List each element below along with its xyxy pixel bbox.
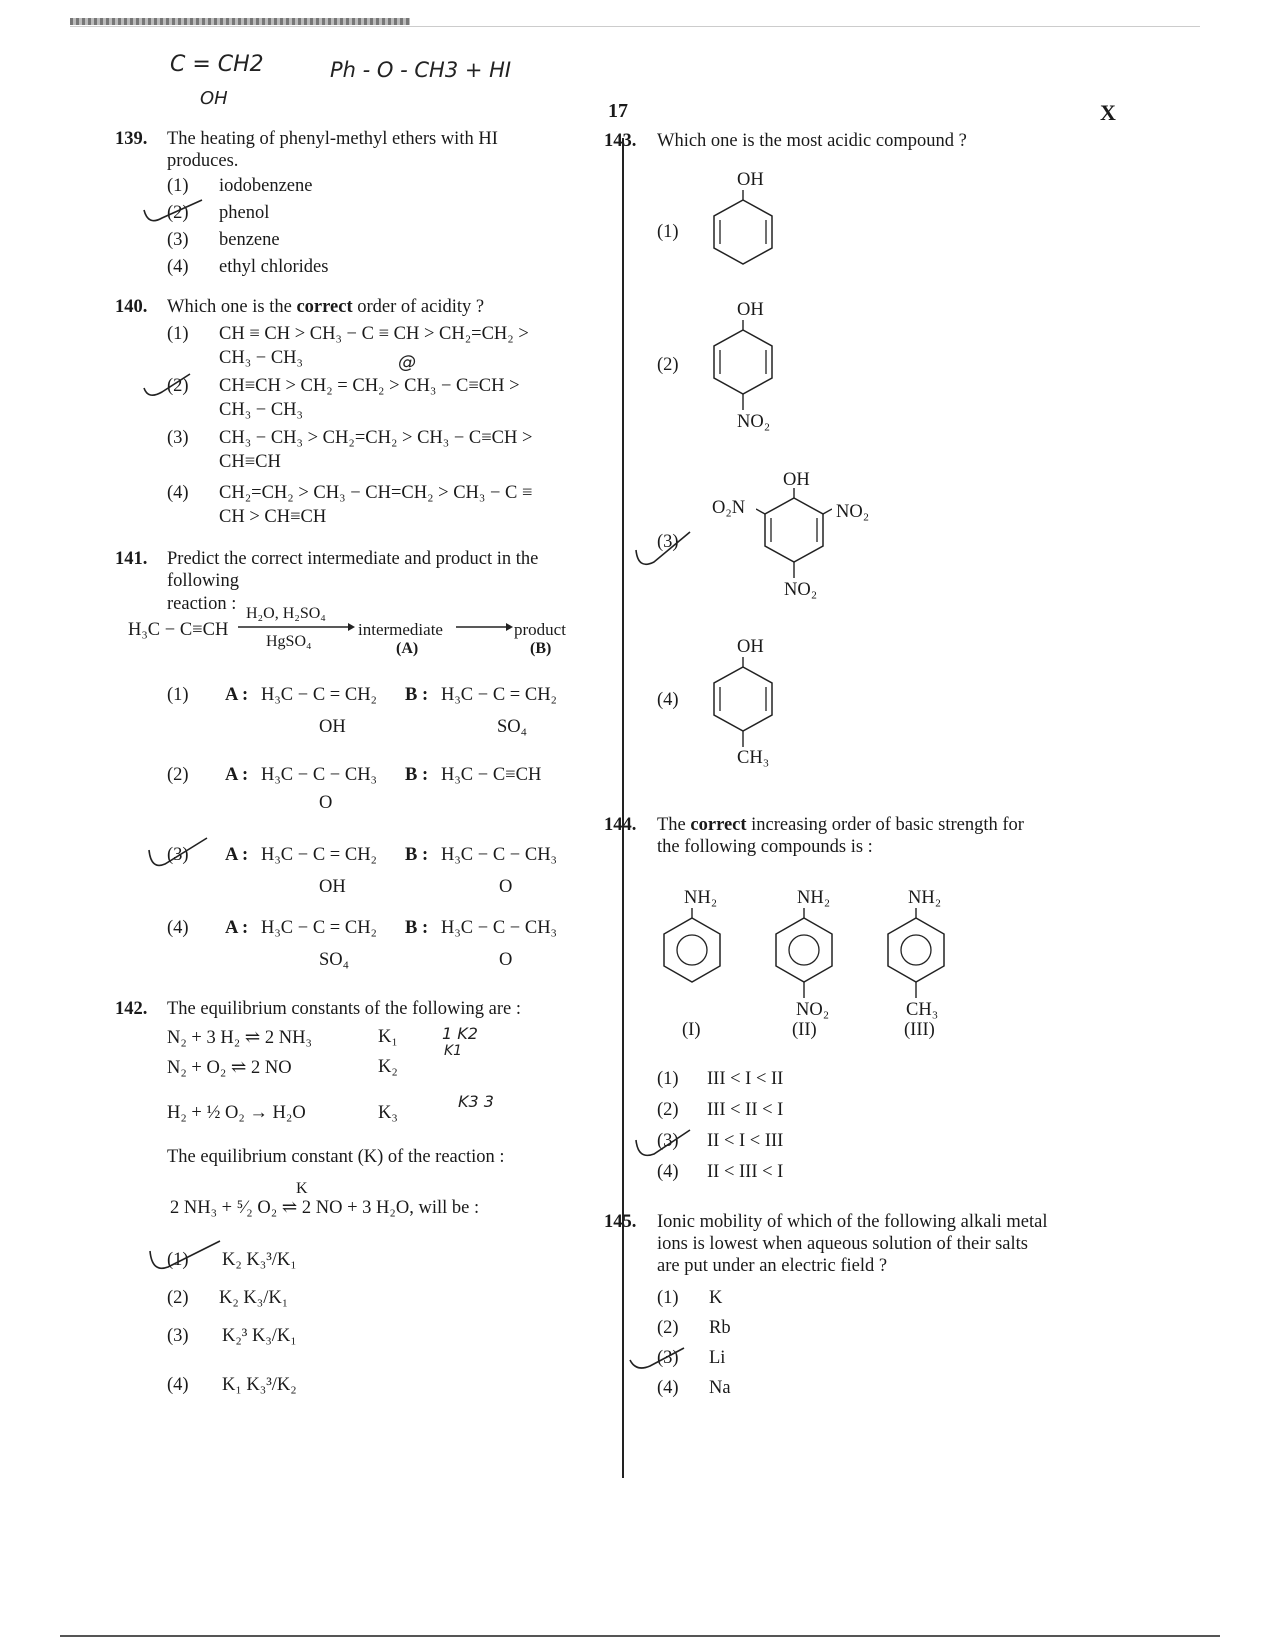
no2-label: NO₂	[737, 412, 771, 432]
option-line-2: CH₃ − CH₃	[219, 348, 303, 368]
option-text: benzene	[219, 230, 280, 250]
option-number: (4)	[657, 690, 679, 710]
a-label: A :	[225, 765, 249, 785]
handwritten-mark: K1	[444, 1043, 463, 1059]
p-toluidine-ring-icon	[884, 908, 948, 1000]
option-number: (2)	[657, 1318, 679, 1338]
scan-edge-top	[70, 18, 410, 25]
a-label: A :	[225, 918, 249, 938]
no2-label: NO₂	[796, 1000, 830, 1020]
benzene-ring-nitrophenol-icon	[708, 320, 778, 412]
question-text: Which one is the most acidic compound ?	[657, 131, 967, 151]
reaction-arrow-icon	[238, 620, 356, 634]
intermediate-text: intermediate	[358, 620, 443, 639]
option-text: K	[709, 1288, 723, 1308]
option-a-formula: H₃C − C − CH₃	[261, 765, 378, 785]
option-number: (3)	[167, 230, 189, 250]
handwritten-tick-icon	[140, 196, 210, 228]
option-line-1: CH≡CH > CH₂ = CH₂ > CH₃ − C≡CH >	[219, 376, 520, 396]
option-b-formula: H₃C − C = CH₂	[441, 685, 558, 705]
option-number: (2)	[657, 355, 679, 375]
set-code: X	[1100, 100, 1116, 125]
question-number: 144.	[604, 815, 637, 835]
target-reaction-formula: 2 NH₃ + ⁵⁄₂ O₂ ⇌ 2 NO + 3 H₂O	[170, 1198, 410, 1218]
nh2-label: NH₂	[684, 888, 718, 908]
option-number: (4)	[167, 483, 189, 503]
ch3-label: CH₃	[906, 1000, 939, 1020]
p-nitroaniline-ring-icon	[772, 908, 836, 1000]
option-line-1: CH ≡ CH > CH₃ − C ≡ CH > CH₂=CH₂ >	[219, 324, 529, 344]
handwritten-mark: 1 K2	[442, 1024, 478, 1043]
option-a-formula: H₃C − C = CH₂	[261, 918, 378, 938]
option-number: (4)	[657, 1378, 679, 1398]
column-divider	[622, 138, 624, 1478]
question-text: Ionic mobility of which of the following alkali metal	[657, 1212, 1048, 1232]
no2-label: NO₂	[836, 502, 870, 522]
option-text: Li	[709, 1348, 726, 1368]
handwritten-tick-icon	[140, 370, 200, 402]
option-number: (1)	[167, 176, 189, 196]
option-number: (2)	[167, 376, 189, 396]
product-text: product	[514, 620, 566, 639]
question-text-part: increasing order of basic strength for	[746, 815, 1024, 835]
option-number: (1)	[657, 222, 679, 242]
option-number: (1)	[167, 685, 189, 705]
question-number: 143.	[604, 131, 637, 151]
option-number: (2)	[167, 765, 189, 785]
option-text: K₂ K₃/K₁	[219, 1288, 289, 1308]
handwritten-note-ether: Ph - O - CH3 + HI	[330, 58, 512, 82]
nh2-label: NH₂	[908, 888, 942, 908]
equation-2: N₂ + O₂ ⇌ 2 NO	[167, 1058, 292, 1078]
b-label: B :	[405, 685, 429, 705]
option-number: (3)	[167, 845, 189, 865]
benzene-ring-cresol-icon	[708, 657, 778, 749]
aniline-ring-icon	[660, 908, 724, 984]
option-number: (4)	[167, 257, 189, 277]
reaction-k-label: K	[296, 1180, 308, 1197]
option-a-substituent: OH	[319, 877, 346, 897]
reagent-top: H₂O, H₂SO₄	[246, 605, 326, 622]
option-text: Rb	[709, 1318, 731, 1338]
scan-edge-line	[70, 26, 1200, 27]
option-text: phenol	[219, 203, 270, 223]
option-a-formula: H₃C − C = CH₂	[261, 685, 378, 705]
question-text: Predict the correct intermediate and product in the	[167, 549, 539, 569]
option-b-formula: H₃C − C≡CH	[441, 765, 542, 785]
option-text: K₂³ K₃/K₁	[222, 1326, 297, 1346]
question-text-part: The	[657, 815, 691, 835]
question-text-part: Which one is the	[167, 297, 297, 317]
a-label: A :	[225, 685, 249, 705]
question-text: The equilibrium constant (K) of the reaction :	[167, 1147, 505, 1167]
constant-k1: K₁	[378, 1027, 398, 1047]
option-text: II < I < III	[707, 1131, 784, 1151]
option-line-2: CH₃ − CH₃	[219, 400, 303, 420]
option-number: (1)	[167, 324, 189, 344]
scan-edge-bottom	[60, 1635, 1220, 1637]
option-text: III < II < I	[707, 1100, 784, 1120]
option-number: (1)	[657, 1069, 679, 1089]
option-a-formula: H₃C − C = CH₂	[261, 845, 378, 865]
compound-label: (I)	[682, 1020, 701, 1040]
oh-label: OH	[737, 637, 764, 657]
option-number: (4)	[167, 1375, 189, 1395]
question-text-bold: correct	[690, 815, 747, 835]
handwritten-tick-icon	[632, 528, 696, 572]
option-number: (3)	[657, 1131, 679, 1151]
handwritten-mark: @	[398, 352, 416, 373]
question-text: produces.	[167, 151, 239, 171]
option-text: III < I < II	[707, 1069, 784, 1089]
option-text: K₁ K₃³/K₂	[222, 1375, 297, 1395]
handwritten-tick-icon	[146, 1237, 226, 1277]
option-number: (3)	[167, 428, 189, 448]
option-a-substituent: SO₄	[319, 950, 350, 970]
oh-label: OH	[737, 170, 764, 190]
nh2-label: NH₂	[797, 888, 831, 908]
question-text: following reaction :	[167, 571, 239, 614]
handwritten-note-oh: OH	[200, 88, 228, 109]
target-reaction	[170, 1197, 479, 1219]
option-b-formula: H₃C − C − CH₃	[441, 918, 558, 938]
handwritten-mark: K3 3	[458, 1092, 494, 1111]
handwritten-tick-icon	[632, 1126, 696, 1162]
question-text: The equilibrium constants of the following are :	[167, 999, 521, 1019]
constant-k2: K₂	[378, 1057, 398, 1077]
benzene-ring-phenol-icon	[708, 190, 778, 266]
a-label: A :	[225, 845, 249, 865]
question-text: are put under an electric field ?	[657, 1256, 888, 1276]
benzene-ring-picric-acid-icon	[756, 488, 832, 582]
question-number: 139.	[115, 129, 148, 149]
equation-3: H₂ + ½ O₂ → H₂O	[167, 1103, 306, 1123]
question-text: the following compounds is :	[657, 837, 873, 857]
option-line-1: CH₃ − CH₃ > CH₂=CH₂ > CH₃ − C≡CH >	[219, 428, 533, 448]
option-line-1: CH₂=CH₂ > CH₃ − CH=CH₂ > CH₃ − C ≡	[219, 483, 533, 503]
b-label: B :	[405, 845, 429, 865]
question-text-part: order of acidity ?	[352, 297, 485, 317]
reaction-arrow-icon	[456, 620, 514, 634]
option-number: (4)	[167, 918, 189, 938]
option-b-formula: H₃C − C − CH₃	[441, 845, 558, 865]
option-a-substituent: O	[319, 793, 333, 813]
target-reaction-suffix: , will be :	[409, 1198, 480, 1218]
question-number: 141.	[115, 549, 148, 569]
question-text: ions is lowest when aqueous solution of their salts	[657, 1234, 1028, 1254]
oh-label: OH	[783, 470, 810, 490]
compound-label: (II)	[792, 1020, 817, 1040]
option-number: (2)	[167, 203, 189, 223]
question-number: 145.	[604, 1212, 637, 1232]
option-number: (3)	[657, 532, 679, 552]
question-text: The heating of phenyl-methyl ethers with HI	[167, 129, 498, 149]
question-text	[167, 296, 484, 319]
page-number: 17	[608, 100, 628, 122]
option-line-2: CH≡CH	[219, 452, 281, 472]
handwritten-note-c-ch2: C = CH2	[170, 52, 264, 77]
option-number: (2)	[657, 1100, 679, 1120]
product-label: (B)	[530, 640, 552, 657]
option-text: Na	[709, 1378, 731, 1398]
no2-label: NO₂	[784, 580, 818, 600]
b-label: B :	[405, 918, 429, 938]
question-text-bold: correct	[296, 297, 353, 317]
reactant: H₃C − C≡CH	[128, 620, 229, 640]
b-label: B :	[405, 765, 429, 785]
option-text: ethyl chlorides	[219, 257, 329, 277]
question-text	[657, 814, 1024, 837]
option-text: iodobenzene	[219, 176, 313, 196]
question-number: 140.	[115, 297, 148, 317]
option-b-substituent: O	[499, 950, 513, 970]
option-number: (4)	[657, 1162, 679, 1182]
reagent-bottom: HgSO₄	[266, 633, 312, 650]
option-b-substituent: SO₄	[497, 717, 528, 737]
question-number: 142.	[115, 999, 148, 1019]
handwritten-tick-icon	[145, 834, 215, 874]
ch3-label: CH₃	[737, 748, 770, 768]
option-b-substituent: O	[499, 877, 513, 897]
equation-1: N₂ + 3 H₂ ⇌ 2 NH₃	[167, 1028, 312, 1048]
intermediate-label: (A)	[396, 640, 419, 657]
o2n-label: O₂N	[712, 498, 746, 518]
option-line-2: CH > CH≡CH	[219, 507, 327, 527]
option-number: (3)	[657, 1348, 679, 1368]
option-a-substituent: OH	[319, 717, 346, 737]
option-number: (2)	[167, 1288, 189, 1308]
constant-k3: K₃	[378, 1103, 398, 1123]
handwritten-tick-icon	[626, 1344, 690, 1374]
option-number: (3)	[167, 1326, 189, 1346]
option-text: II < III < I	[707, 1162, 784, 1182]
oh-label: OH	[737, 300, 764, 320]
compound-label: (III)	[904, 1020, 935, 1040]
option-number: (1)	[167, 1250, 189, 1270]
option-text: K₂ K₃³/K₁	[222, 1250, 297, 1270]
option-number: (1)	[657, 1288, 679, 1308]
